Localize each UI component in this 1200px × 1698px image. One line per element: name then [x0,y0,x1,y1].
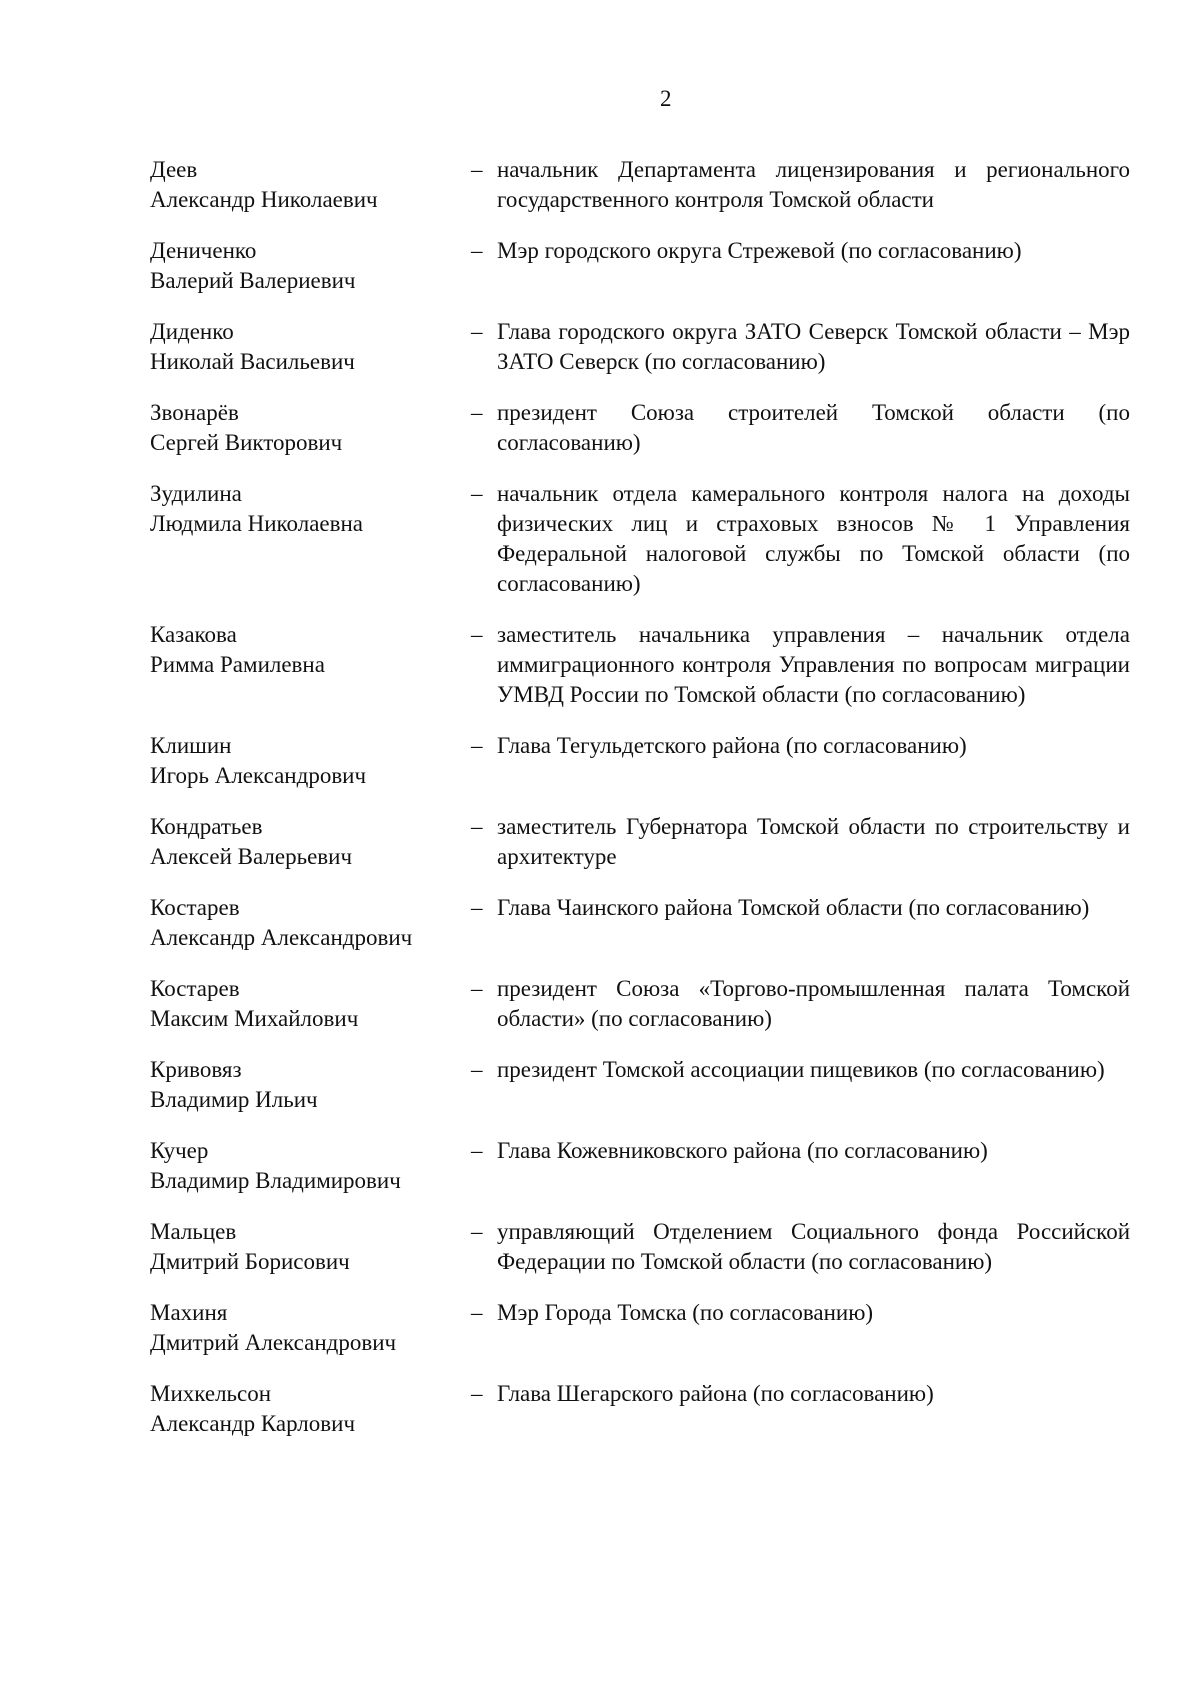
member-given-names: Владимир Владимирович [150,1168,401,1193]
dash-separator: – [471,400,483,425]
member-name [150,1217,465,1277]
dash-separator: – [471,1138,483,1163]
member-role: президент Союза «Торгово-промышленная палата Томской области» (по согласованию) [497,976,1130,1031]
members-list [150,155,1130,1460]
member-name [150,398,465,458]
dash-separator: – [471,319,483,344]
list-item [150,731,1130,791]
member-given-names: Владимир Ильич [150,1087,318,1112]
member-name [150,1055,465,1115]
member-surname: Костарев [150,976,240,1001]
list-item [150,620,1130,710]
list-item [150,1298,1130,1358]
dash-separator: – [471,1057,483,1082]
member-given-names: Александр Карлович [150,1411,356,1436]
list-item [150,974,1130,1034]
dash-separator: – [471,481,483,506]
member-given-names: Алексей Валерьевич [150,844,353,869]
member-given-names: Сергей Викторович [150,430,343,455]
member-role: президент Томской ассоциации пищевиков (по согласованию) [497,1057,1105,1082]
member-given-names: Римма Рамилевна [150,652,325,677]
dash-separator: – [471,895,483,920]
list-item [150,1136,1130,1196]
member-name [150,1298,465,1358]
member-role: Глава Шегарского района (по согласованию) [497,1381,934,1406]
member-given-names: Людмила Николаевна [150,511,364,536]
member-role: заместитель Губернатора Томской области по строительству и архитектуре [497,814,1130,869]
list-item [150,155,1130,215]
dash-separator: – [471,622,483,647]
dash-separator: – [471,976,483,1001]
member-given-names: Николай Васильевич [150,349,355,374]
member-role: Глава городского округа ЗАТО Северск Томской области – Мэр ЗАТО Северск (по согласованию) [497,319,1130,374]
member-role: Глава Кожевниковского района (по согласованию) [497,1138,988,1163]
member-surname: Деев [150,157,198,182]
member-given-names: Игорь Александрович [150,763,367,788]
member-surname: Костарев [150,895,240,920]
page-number: 2 [660,86,672,111]
member-name [150,974,465,1034]
member-given-names: Дмитрий Александрович [150,1330,397,1355]
member-role: президент Союза строителей Томской области (по согласованию) [497,400,1130,455]
member-name [150,731,465,791]
list-item [150,398,1130,458]
member-surname: Кучер [150,1138,209,1163]
member-role: Мэр городского округа Стрежевой (по согласованию) [497,238,1022,263]
dash-separator: – [471,733,483,758]
member-name [150,1379,465,1439]
member-surname: Зудилина [150,481,242,506]
member-surname: Кондратьев [150,814,263,839]
member-name [150,893,465,953]
member-name [150,479,465,539]
dash-separator: – [471,1300,483,1325]
member-surname: Махиня [150,1300,228,1325]
dash-separator: – [471,1381,483,1406]
member-name [150,620,465,680]
member-given-names: Валерий Валериевич [150,268,356,293]
member-name [150,155,465,215]
dash-separator: – [471,238,483,263]
member-surname: Звонарёв [150,400,239,425]
member-surname: Диденко [150,319,234,344]
member-role: управляющий Отделением Социального фонда Российской Федерации по Томской области (по согласованию) [497,1219,1130,1274]
member-role: начальник Департамента лицензирования и регионального государственного контроля Томской области [497,157,1130,212]
member-given-names: Александр Николаевич [150,187,378,212]
member-given-names: Дмитрий Борисович [150,1249,350,1274]
list-item [150,1055,1130,1115]
member-name [150,1136,465,1196]
member-given-names: Александр Александрович [150,925,413,950]
member-name [150,812,465,872]
member-surname: Казакова [150,622,237,647]
dash-separator: – [471,1219,483,1244]
list-item [150,1217,1130,1277]
member-role: заместитель начальника управления – начальник отдела иммиграционного контроля Управления по вопросам миграции УМВД России по Томской области (по согласованию) [497,622,1130,707]
list-item [150,812,1130,872]
list-item [150,236,1130,296]
member-name [150,317,465,377]
list-item [150,479,1130,599]
list-item [150,1379,1130,1439]
member-role: начальник отдела камерального контроля налога на доходы физических лиц и страховых взносов № 1 Управления Федеральной налоговой службы по Томской области (по согласованию) [497,481,1130,596]
member-role: Мэр Города Томска (по согласованию) [497,1300,874,1325]
dash-separator: – [471,157,483,182]
member-surname: Мальцев [150,1219,237,1244]
dash-separator: – [471,814,483,839]
member-surname: Дениченко [150,238,257,263]
member-surname: Кривовяз [150,1057,242,1082]
member-role: Глава Тегульдетского района (по согласованию) [497,733,967,758]
member-role: Глава Чаинского района Томской области (по согласованию) [497,895,1090,920]
member-surname: Клишин [150,733,232,758]
list-item [150,317,1130,377]
member-name [150,236,465,296]
member-given-names: Максим Михайлович [150,1006,359,1031]
member-surname: Михкельсон [150,1381,272,1406]
list-item [150,893,1130,953]
